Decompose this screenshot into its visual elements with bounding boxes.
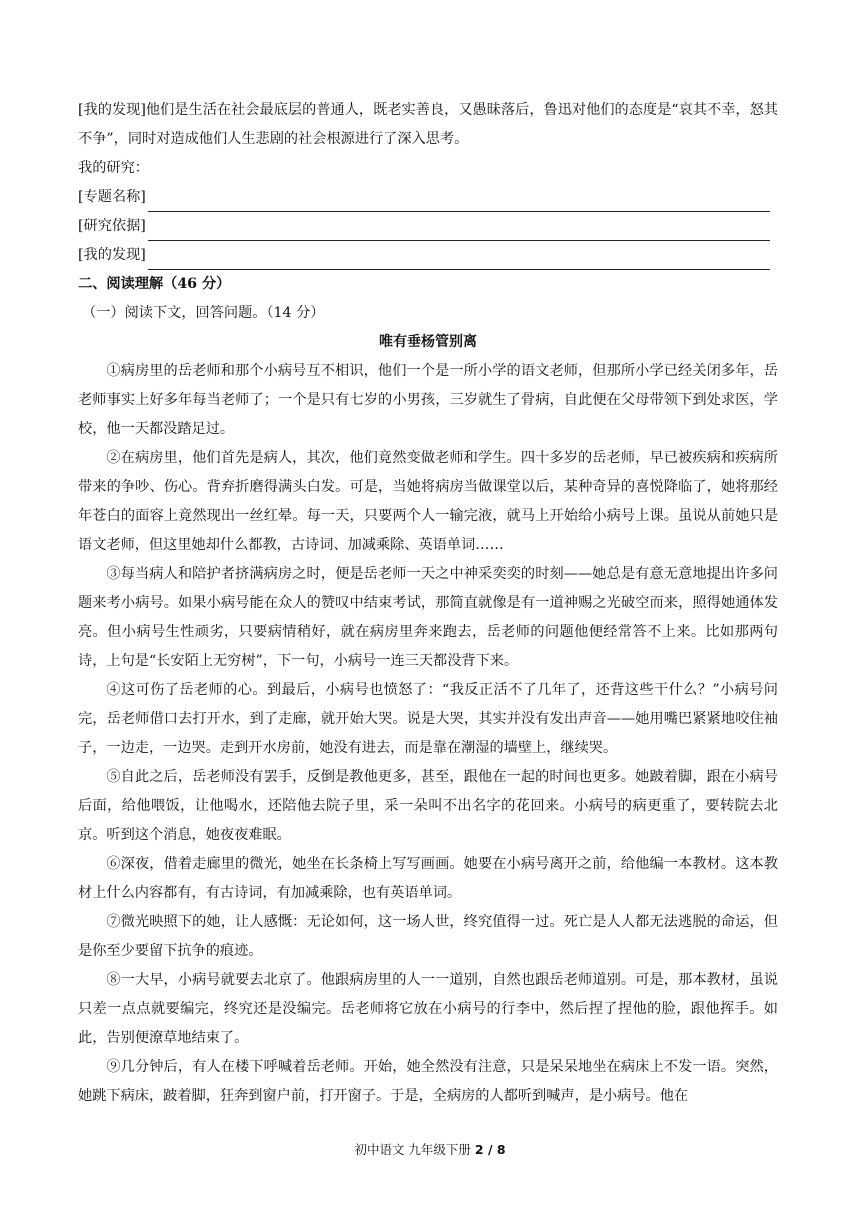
article-paragraph-2: ②在病房里，他们首先是病人，其次，他们竟然变做老师和学生。四十多岁的岳老师，早已被疾病和疾病所带来的争吵、伤心。背弃折磨得满头白发。可是，当她将病房当做课堂以后，某种奇异的喜悦降临了，她将那经年苍白的面容上竟然现出一丝红晕。每一天，只要两个人一输完液，就马上开始给小病号上课。虽说从前她只是语文老师，但这里她却什么都教，古诗词、加减乘除、英语单词……: [78, 450, 778, 553]
basis-answer-line[interactable]: [148, 221, 770, 241]
section-heading: 二、阅读理解（46 分）: [78, 276, 231, 292]
page-number: 2 / 8: [474, 1142, 506, 1157]
article-paragraph-1: ①病房里的岳老师和那个小病号互不相识，他们一个是一所小学的语文老师，但那所小学已经关闭多年，岳老师事实上好多年每当老师了；一个是只有七岁的小男孩，三岁就生了骨病，自此便在父母带领下到处求医，学校，他一天都没踏足过。: [78, 363, 778, 437]
basis-label: [研究依据]: [78, 218, 146, 234]
article-paragraph-4: ④这可伤了岳老师的心。到最后，小病号也愤怒了：“我反正活不了几年了，还背这些干什么？”小病号问完，岳老师借口去打开水，到了走廊，就开始大哭。说是大哭，其实并没有发出声音——她用嘴巴紧紧地咬住袖子，一边走，一边哭。走到开水房前，她没有进去，而是靠在潮湿的墙壁上，继续哭。: [78, 682, 778, 756]
finding-blank: [78, 241, 778, 270]
article-paragraph-3: ③每当病人和陪护者挤满病房之时，便是岳老师一天之中神采奕奕的时刻——她总是有意无意地提出许多问题来考小病号。如果小病号能在众人的赞叹中结束考试，那简直就像是有一道神赐之光破空而来，照得她通体发亮。但小病号生性顽劣，只要病情稍好，就在病房里奔来跑去，岳老师的问题他便经常答不上来。比如那两句诗，上句是“长安陌上无穷树”，下一句，小病号一连三天都没背下来。: [78, 566, 778, 669]
article-paragraph-8: ⑧一大早，小病号就要去北京了。他跟病房里的人一一道别，自然也跟岳老师道别。可是，那本教材，虽说只差一点点就要编完，终究还是没编完。岳老师将它放在小病号的行李中，然后捏了捏他的脸，跟他挥手。如此，告别便潦草地结束了。: [78, 972, 778, 1046]
topic-blank: [78, 183, 778, 212]
article-paragraph-9: ⑨几分钟后，有人在楼下呼喊着岳老师。开始，她全然没有注意，只是呆呆地坐在病床上不发一语。突然，她跳下病床，跛着脚，狂奔到窗户前，打开窗子。于是，全病房的人都听到喊声，是小病号。他在: [78, 1059, 778, 1104]
topic-answer-line[interactable]: [148, 192, 770, 212]
article-paragraph-5: ⑤自此之后，岳老师没有罢手，反倒是教他更多，甚至，跟他在一起的时间也更多。她跛着脚，跟在小病号后面，给他喂饭，让他喝水，还陪他去院子里，采一朵叫不出名字的花回来。小病号的病更重了，要转院去北京。听到这个消息，她夜夜难眠。: [78, 769, 778, 843]
finding-paragraph: [我的发现]他们是生活在社会最底层的普通人，既老实善良，又愚昧落后，鲁迅对他们的态度是“哀其不幸，怒其不争”，同时对造成他们人生悲剧的社会根源进行了深入思考。: [78, 102, 778, 147]
finding-answer-line[interactable]: [148, 250, 770, 270]
my-research-label: 我的研究：: [78, 160, 149, 176]
finding-label: [我的发现]: [78, 247, 146, 263]
document-page: [78, 96, 778, 1111]
page-footer: [0, 1140, 860, 1158]
article-paragraph-6: ⑥深夜，借着走廊里的微光，她坐在长条椅上写写画画。她要在小病号离开之前，给他编一本教材。这本教材上什么内容都有，有古诗词，有加减乘除，也有英语单词。: [78, 856, 778, 901]
article-paragraph-7: ⑦微光映照下的她，让人感慨：无论如何，这一场人世，终究值得一过。死亡是人人都无法逃脱的命运，但是你至少要留下抗争的痕迹。: [78, 914, 778, 959]
footer-text: 初中语文 九年级下册: [354, 1142, 475, 1157]
sub-heading: （一）阅读下文，回答问题。（14 分）: [82, 305, 325, 321]
basis-blank: [78, 212, 778, 241]
topic-label: [专题名称]: [78, 189, 146, 205]
article-title: 唯有垂杨管别离: [379, 334, 477, 350]
